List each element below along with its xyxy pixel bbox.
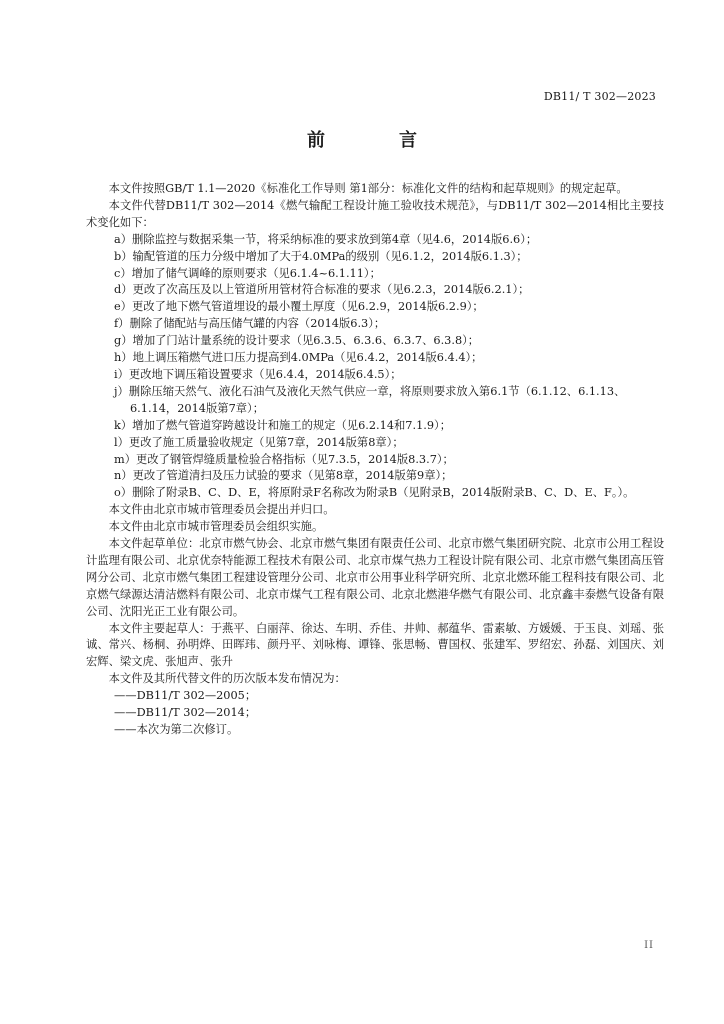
list-item: k）增加了燃气管道穿跨越设计和施工的规定（见6.2.14和7.1.9）； — [114, 418, 451, 432]
document-code: DB11/ T 302—2023 — [543, 90, 656, 103]
drafters-paragraph: 本文件主要起草人：于燕平、白丽萍、徐达、车明、乔佳、井帅、郝蕴华、雷素敏、方媛媛、于玉良、刘瑶、张诚、常兴、杨桐、孙明烨、田晖玮、颜丹平、刘咏梅、谭锋、张思畅、曹国权、张建军、罗绍宏、孙磊、刘国庆、刘宏辉、梁文虎、张旭声、张升 — [86, 621, 664, 669]
version-history-list — [86, 688, 664, 739]
list-item: h）地上调压箱燃气进口压力提高到4.0MPa（见6.4.2，2014版6.4.4）； — [114, 351, 483, 365]
history-intro-paragraph: 本文件及其所代替文件的历次版本发布情况为： — [108, 672, 346, 686]
list-item: b）输配管道的压力分级中增加了大于4.0MPa的级别（见6.1.2，2014版6.1.3）； — [114, 249, 528, 263]
page-number: II — [644, 940, 654, 951]
list-item: g）增加了门站计量系统的设计要求（见6.3.5、6.3.6、6.3.7、6.3.8）； — [114, 334, 480, 348]
list-item: a）删除监控与数据采集一节，将采纳标准的要求放到第4章（见4.6，2014版6.6）； — [114, 232, 538, 246]
list-item: e）更改了地下燃气管道埋设的最小覆土厚度（见6.2.9，2014版6.2.9）； — [114, 300, 484, 314]
changes-list — [86, 232, 664, 503]
page-title: 前 言 — [307, 130, 445, 151]
drafting-units-paragraph: 本文件起草单位：北京市燃气协会、北京市燃气集团有限责任公司、北京市燃气集团研究院、北京市公用工程设计监理有限公司、北京优奈特能源工程技术有限公司、北京市煤气热力工程设计院有限公司、北京市燃气集团高压管网分公司、北京市燃气集团工程建设管理分公司、北京市公用事业科学研究所、北京北燃环能工程科技有限公司、北京燃气绿源达清洁燃料有限公司、北京市煤气工程有限公司、北京北燃港华燃气有限公司、北京鑫丰泰燃气设备有限公司、沈阳光正工业有限公司。 — [86, 537, 664, 618]
list-item: o）删除了附录B、C、D、E，将原附录F名称改为附录B（见附录B，2014版附录B、C、D、E、F。）。 — [114, 486, 635, 500]
implementer-paragraph: 本文件由北京市城市管理委员会组织实施。 — [108, 520, 324, 534]
list-item: j）删除压缩天然气、液化石油气及液化天然气供应一章，将原则要求放入第6.1节（6.1.12、6.1.13、6.1.14，2014版第7章）； — [114, 384, 626, 415]
list-item: m）更改了钢管焊缝质量检验合格指标（见7.3.5，2014版8.3.7）； — [114, 452, 454, 466]
document-body — [86, 181, 664, 739]
list-item: l）更改了施工质量验收规定（见第7章，2014版第8章）； — [114, 435, 404, 449]
list-item: ——DB11/T 302—2005； — [114, 689, 257, 703]
intro-paragraph-2: 本文件代替DB11/T 302—2014《燃气输配工程设计施工验收技术规范》，与DB11/T 302—2014相比主要技术变化如下： — [86, 198, 664, 229]
list-item: ——DB11/T 302—2014； — [114, 706, 257, 720]
list-item: n）更改了管道清扫及压力试验的要求（见第8章，2014版第9章）； — [114, 469, 453, 483]
list-item: d）更改了次高压及以上管道所用管材符合标准的要求（见6.2.3，2014版6.2.1）； — [114, 283, 530, 297]
list-item: c）增加了储气调峰的原则要求（见6.1.4~6.1.11）； — [114, 266, 381, 280]
intro-paragraph-1: 本文件按照GB/T 1.1—2020《标准化工作导则 第1部分：标准化文件的结构和起草规则》的规定起草。 — [108, 182, 628, 195]
list-item: i）更改地下调压箱设置要求（见6.4.4，2014版6.4.5）； — [114, 367, 402, 381]
list-item: ——本次为第二次修订。 — [114, 723, 239, 736]
list-item: f）删除了储配站与高压储气罐的内容（2014版6.3）； — [114, 317, 386, 331]
proposer-paragraph: 本文件由北京市城市管理委员会提出并归口。 — [108, 503, 335, 517]
